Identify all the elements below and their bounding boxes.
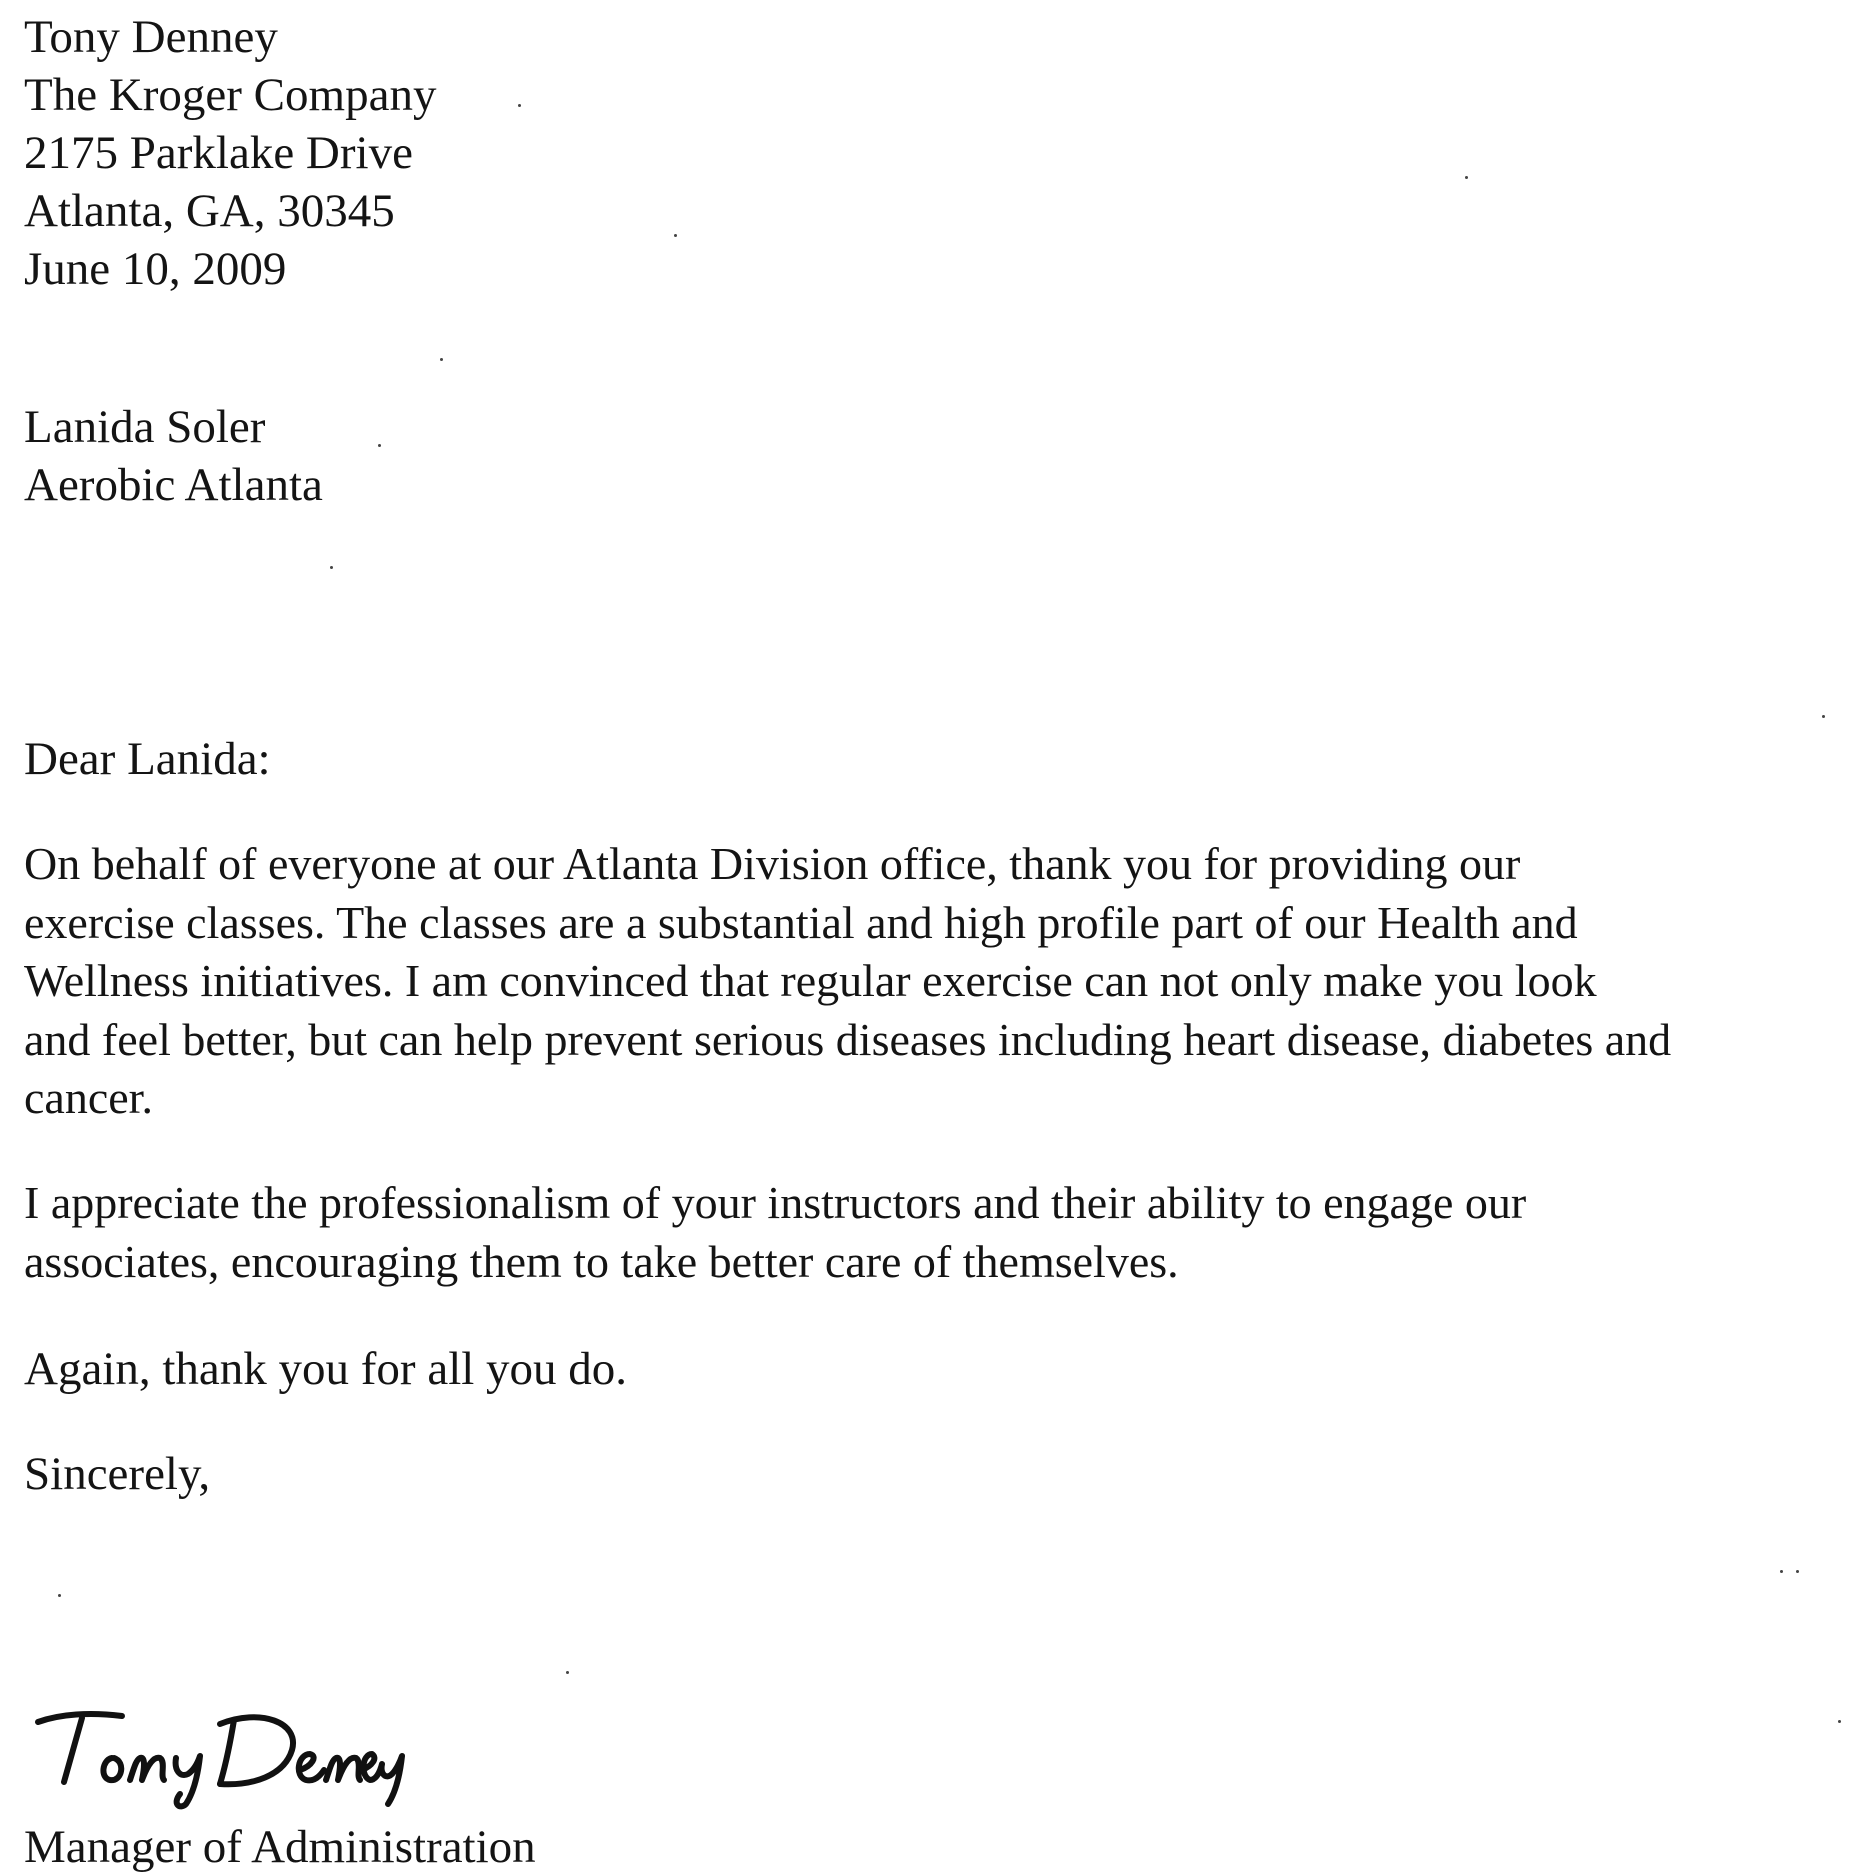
- scan-speck: [566, 1671, 569, 1674]
- paragraph-1-line: and feel better, but can help prevent serious diseases including heart disease, diabetes and: [24, 1013, 1672, 1065]
- scan-speck: [518, 104, 521, 107]
- handwritten-signature: [30, 1700, 410, 1810]
- paragraph-1-line: On behalf of everyone at our Atlanta Division office, thank you for providing our: [24, 838, 1521, 889]
- paragraph-1-line: exercise classes. The classes are a substantial and high profile part of our Health and: [24, 896, 1578, 948]
- scan-speck: [1838, 1720, 1841, 1723]
- scan-speck: [1465, 176, 1468, 179]
- sender-street: 2175 Parklake Drive: [24, 127, 413, 179]
- recipient-organization: Aerobic Atlanta: [24, 459, 323, 511]
- signer-title: Manager of Administration: [24, 1821, 536, 1873]
- scan-speck: [330, 566, 333, 569]
- body-paragraph-3: Again, thank you for all you do.: [24, 1343, 628, 1395]
- paragraph-2-line: I appreciate the professionalism of your instructors and their ability to engage our: [24, 1177, 1527, 1228]
- body-paragraph-1: [24, 835, 1844, 1128]
- sender-name: Tony Denney: [24, 11, 278, 63]
- closing: Sincerely,: [24, 1448, 211, 1500]
- paragraph-1-line: Wellness initiatives. I am convinced that regular exercise can not only make you look: [24, 955, 1597, 1006]
- scan-speck: [1796, 1570, 1799, 1573]
- paragraph-2-line: associates, encouraging them to take better care of themselves.: [24, 1235, 1179, 1287]
- scan-speck: [440, 358, 443, 361]
- scan-speck: [1780, 1570, 1783, 1573]
- scan-speck: [1822, 715, 1825, 718]
- paragraph-1-line: cancer.: [24, 1072, 153, 1123]
- scan-speck: [58, 1594, 61, 1597]
- scan-speck: [674, 234, 677, 237]
- body-paragraph-2: [24, 1174, 1844, 1291]
- signature-graphic: [30, 1700, 410, 1810]
- letter-date: June 10, 2009: [24, 243, 287, 295]
- sender-city-state-zip: Atlanta, GA, 30345: [24, 185, 395, 237]
- scan-speck: [378, 444, 381, 447]
- sender-company: The Kroger Company: [24, 69, 437, 121]
- recipient-name: Lanida Soler: [24, 401, 266, 453]
- salutation: Dear Lanida:: [24, 733, 271, 785]
